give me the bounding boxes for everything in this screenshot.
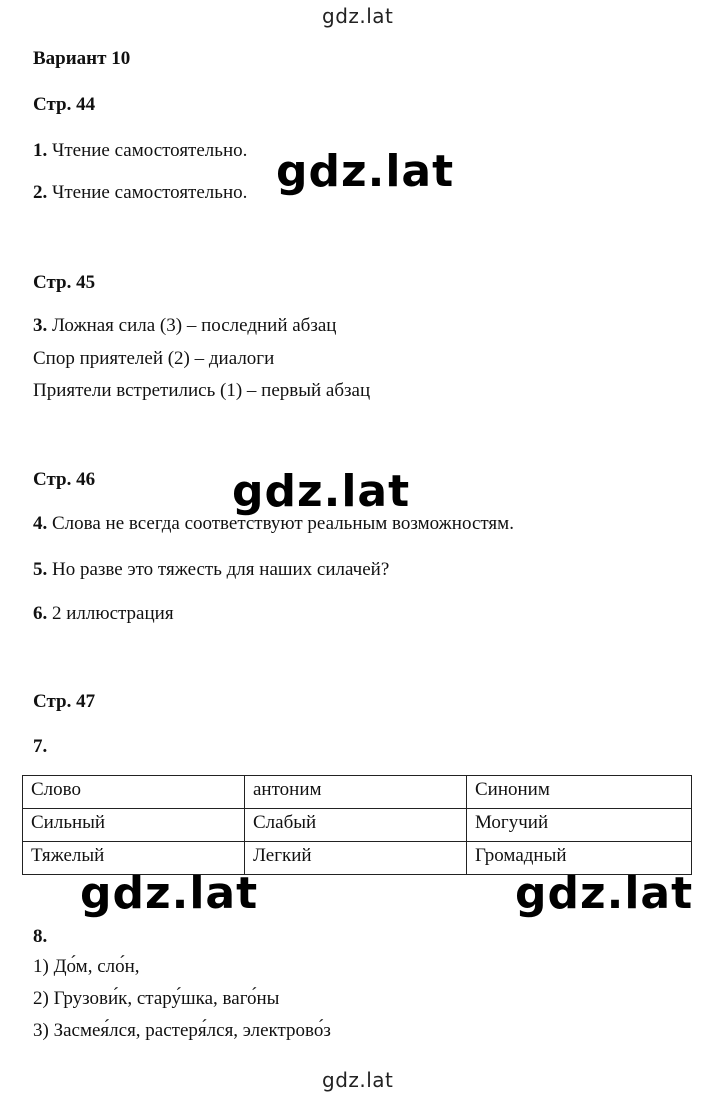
table-cell: Слово [23,776,245,809]
table-row [23,776,692,809]
table-cell: антоним [245,776,467,809]
table-cell: Могучий [467,809,692,842]
table-row [23,809,692,842]
answer-number: 4. [33,513,48,534]
answer-8-line-1: 1) До́м, сло́н, [33,956,140,977]
table-cell: Сильный [23,809,245,842]
table-cell: Синоним [467,776,692,809]
answer-1 [33,140,247,162]
answer-3-line-3: Приятели встретились (1) – первый абзац [33,380,371,401]
answer-number: 2. [33,182,48,203]
section-heading-47: Стр. 47 [33,691,96,712]
table-cell: Тяжелый [23,842,245,875]
section-heading-45: Стр. 45 [33,272,96,293]
answer-text: Чтение самостоятельно. [47,182,248,203]
table-cell: Слабый [245,809,467,842]
watermark-bottom: gdz.lat [322,1068,394,1092]
answer-number: 3. [33,315,48,336]
answer-text: Слова не всегда соответствуют реальным возможностям. [47,513,514,534]
watermark-overlay-3: gdz.lat [80,868,259,919]
synonym-antonym-table [22,775,692,875]
table-cell: Громадный [467,842,692,875]
answer-6 [33,603,174,625]
watermark-overlay-1: gdz.lat [276,146,455,197]
watermark-overlay-4: gdz.lat [515,868,694,919]
answer-text: Ложная сила (3) – последний абзац [47,315,337,336]
answer-text: Чтение самостоятельно. [47,140,248,161]
answer-number: 5. [33,559,48,580]
answer-8-line-2: 2) Грузови́к, стару́шка, ваго́ны [33,988,280,1009]
answer-text: Но разве это тяжесть для наших силачей? [47,559,390,580]
answer-2 [33,182,247,204]
answer-5 [33,559,389,581]
watermark-overlay-2: gdz.lat [232,466,411,517]
section-heading-46: Стр. 46 [33,469,96,490]
answer-7-number: 7. [33,736,48,757]
answer-number: 1. [33,140,48,161]
page-title: Вариант 10 [33,48,131,69]
answer-number: 6. [33,603,48,624]
answer-text: 2 иллюстрация [47,603,174,624]
answer-8-number: 8. [33,926,48,947]
answer-3-line-2: Спор приятелей (2) – диалоги [33,348,275,369]
answer-8-line-3: 3) Засмея́лся, растеря́лся, электрово́з [33,1020,331,1041]
watermark-top: gdz.lat [322,4,394,28]
section-heading-44: Стр. 44 [33,94,96,115]
answer-3 [33,315,336,337]
table-cell: Легкий [245,842,467,875]
